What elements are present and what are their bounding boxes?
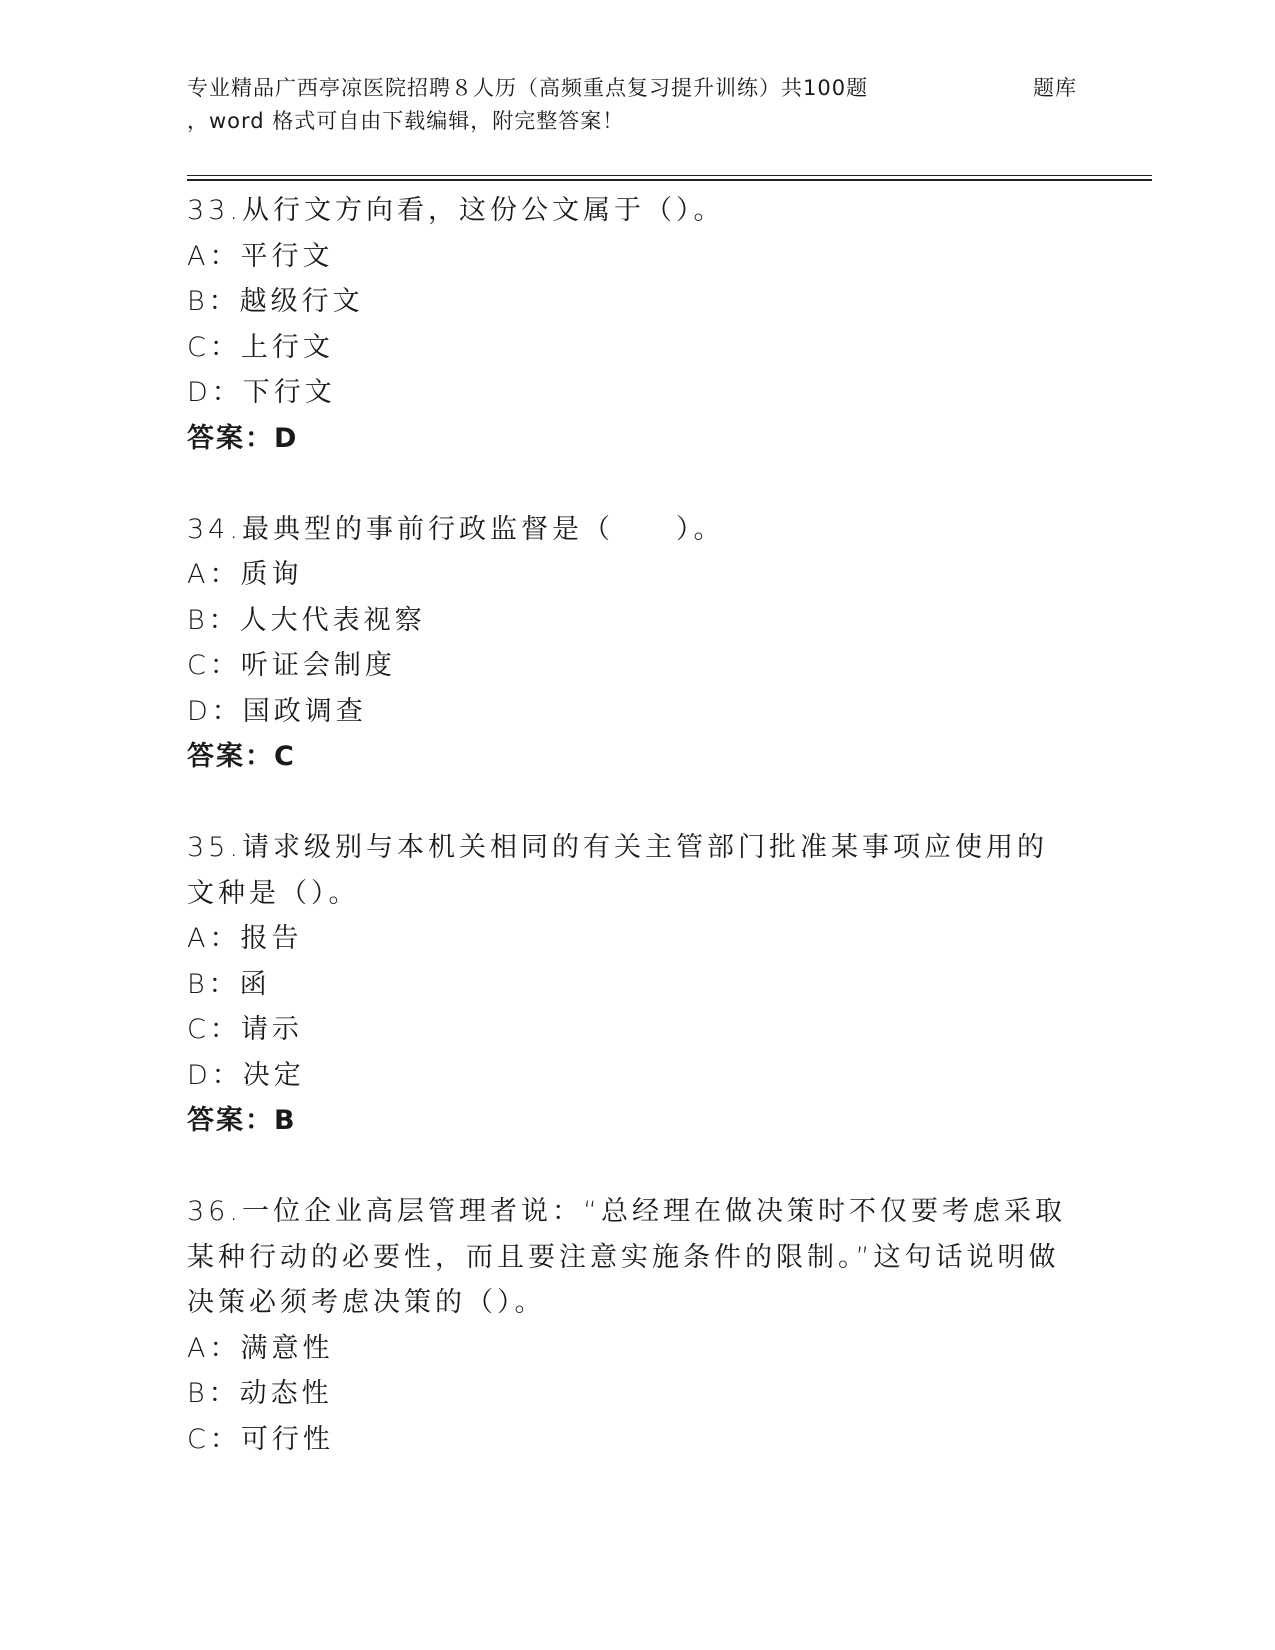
- question-list: [187, 188, 1067, 1462]
- question-34: [187, 507, 1067, 780]
- question-35: [187, 825, 1067, 1144]
- question-33: [187, 188, 1067, 461]
- question-stem: 一位企业高层管理者说：“总经理在做决策时不仅要考虑采取某种行动的必要性，而且要注意实施条件的限制。”这句话说明做决策必须考虑决策的（）。: [187, 1196, 1066, 1318]
- question-text: [187, 507, 1067, 553]
- option-d: D：国政调查: [187, 695, 367, 727]
- header-tag: 题库: [1033, 76, 1077, 100]
- question-spacer: [187, 461, 1067, 507]
- question-number: 34.: [187, 513, 242, 545]
- question-text: [187, 1189, 1067, 1326]
- header-divider-thin: [187, 175, 1152, 176]
- question-spacer: [187, 780, 1067, 826]
- question-number: 33.: [187, 195, 242, 226]
- option-a: A：满意性: [187, 1332, 334, 1364]
- option-a: A：质询: [187, 559, 303, 590]
- option-b: B：动态性: [187, 1378, 333, 1409]
- header-title-row: [187, 72, 1087, 105]
- question-number: 36.: [187, 1196, 242, 1227]
- option-c: C：听证会制度: [187, 650, 396, 681]
- answer: 答案：B: [187, 1105, 297, 1136]
- question-36: [187, 1189, 1067, 1462]
- option-a: A：报告: [187, 923, 303, 954]
- document-header: [187, 72, 1087, 138]
- question-stem: 最典型的事前行政监督是（ ）。: [241, 513, 725, 545]
- option-d: D：下行文: [187, 377, 336, 408]
- question-text: [187, 188, 1067, 234]
- header-title: 专业精品广西亭凉医院招聘８人历（高频重点复习提升训练）共100题: [187, 76, 869, 100]
- option-b: B：函: [187, 968, 271, 1000]
- option-c: C：上行文: [187, 331, 334, 363]
- question-stem: 请求级别与本机关相同的有关主管部门批准某事项应使用的文种是（）。: [187, 832, 1048, 909]
- option-d: D：决定: [187, 1059, 305, 1091]
- answer: 答案：C: [187, 741, 296, 772]
- question-number: 35.: [187, 832, 242, 863]
- option-b: B：人大代表视察: [187, 604, 426, 636]
- option-c: C：请示: [187, 1014, 303, 1045]
- header-divider-thick: [187, 179, 1152, 181]
- question-text: [187, 825, 1067, 916]
- question-stem: 从行文方向看，这份公文属于（）。: [241, 195, 725, 226]
- question-spacer: [187, 1144, 1067, 1190]
- header-subtitle: ，word 格式可自由下载编辑，附完整答案！: [187, 109, 625, 133]
- option-c: C：可行性: [187, 1423, 334, 1455]
- option-b: B：越级行文: [187, 286, 364, 317]
- answer: 答案：D: [187, 422, 299, 454]
- option-a: A：平行文: [187, 240, 334, 272]
